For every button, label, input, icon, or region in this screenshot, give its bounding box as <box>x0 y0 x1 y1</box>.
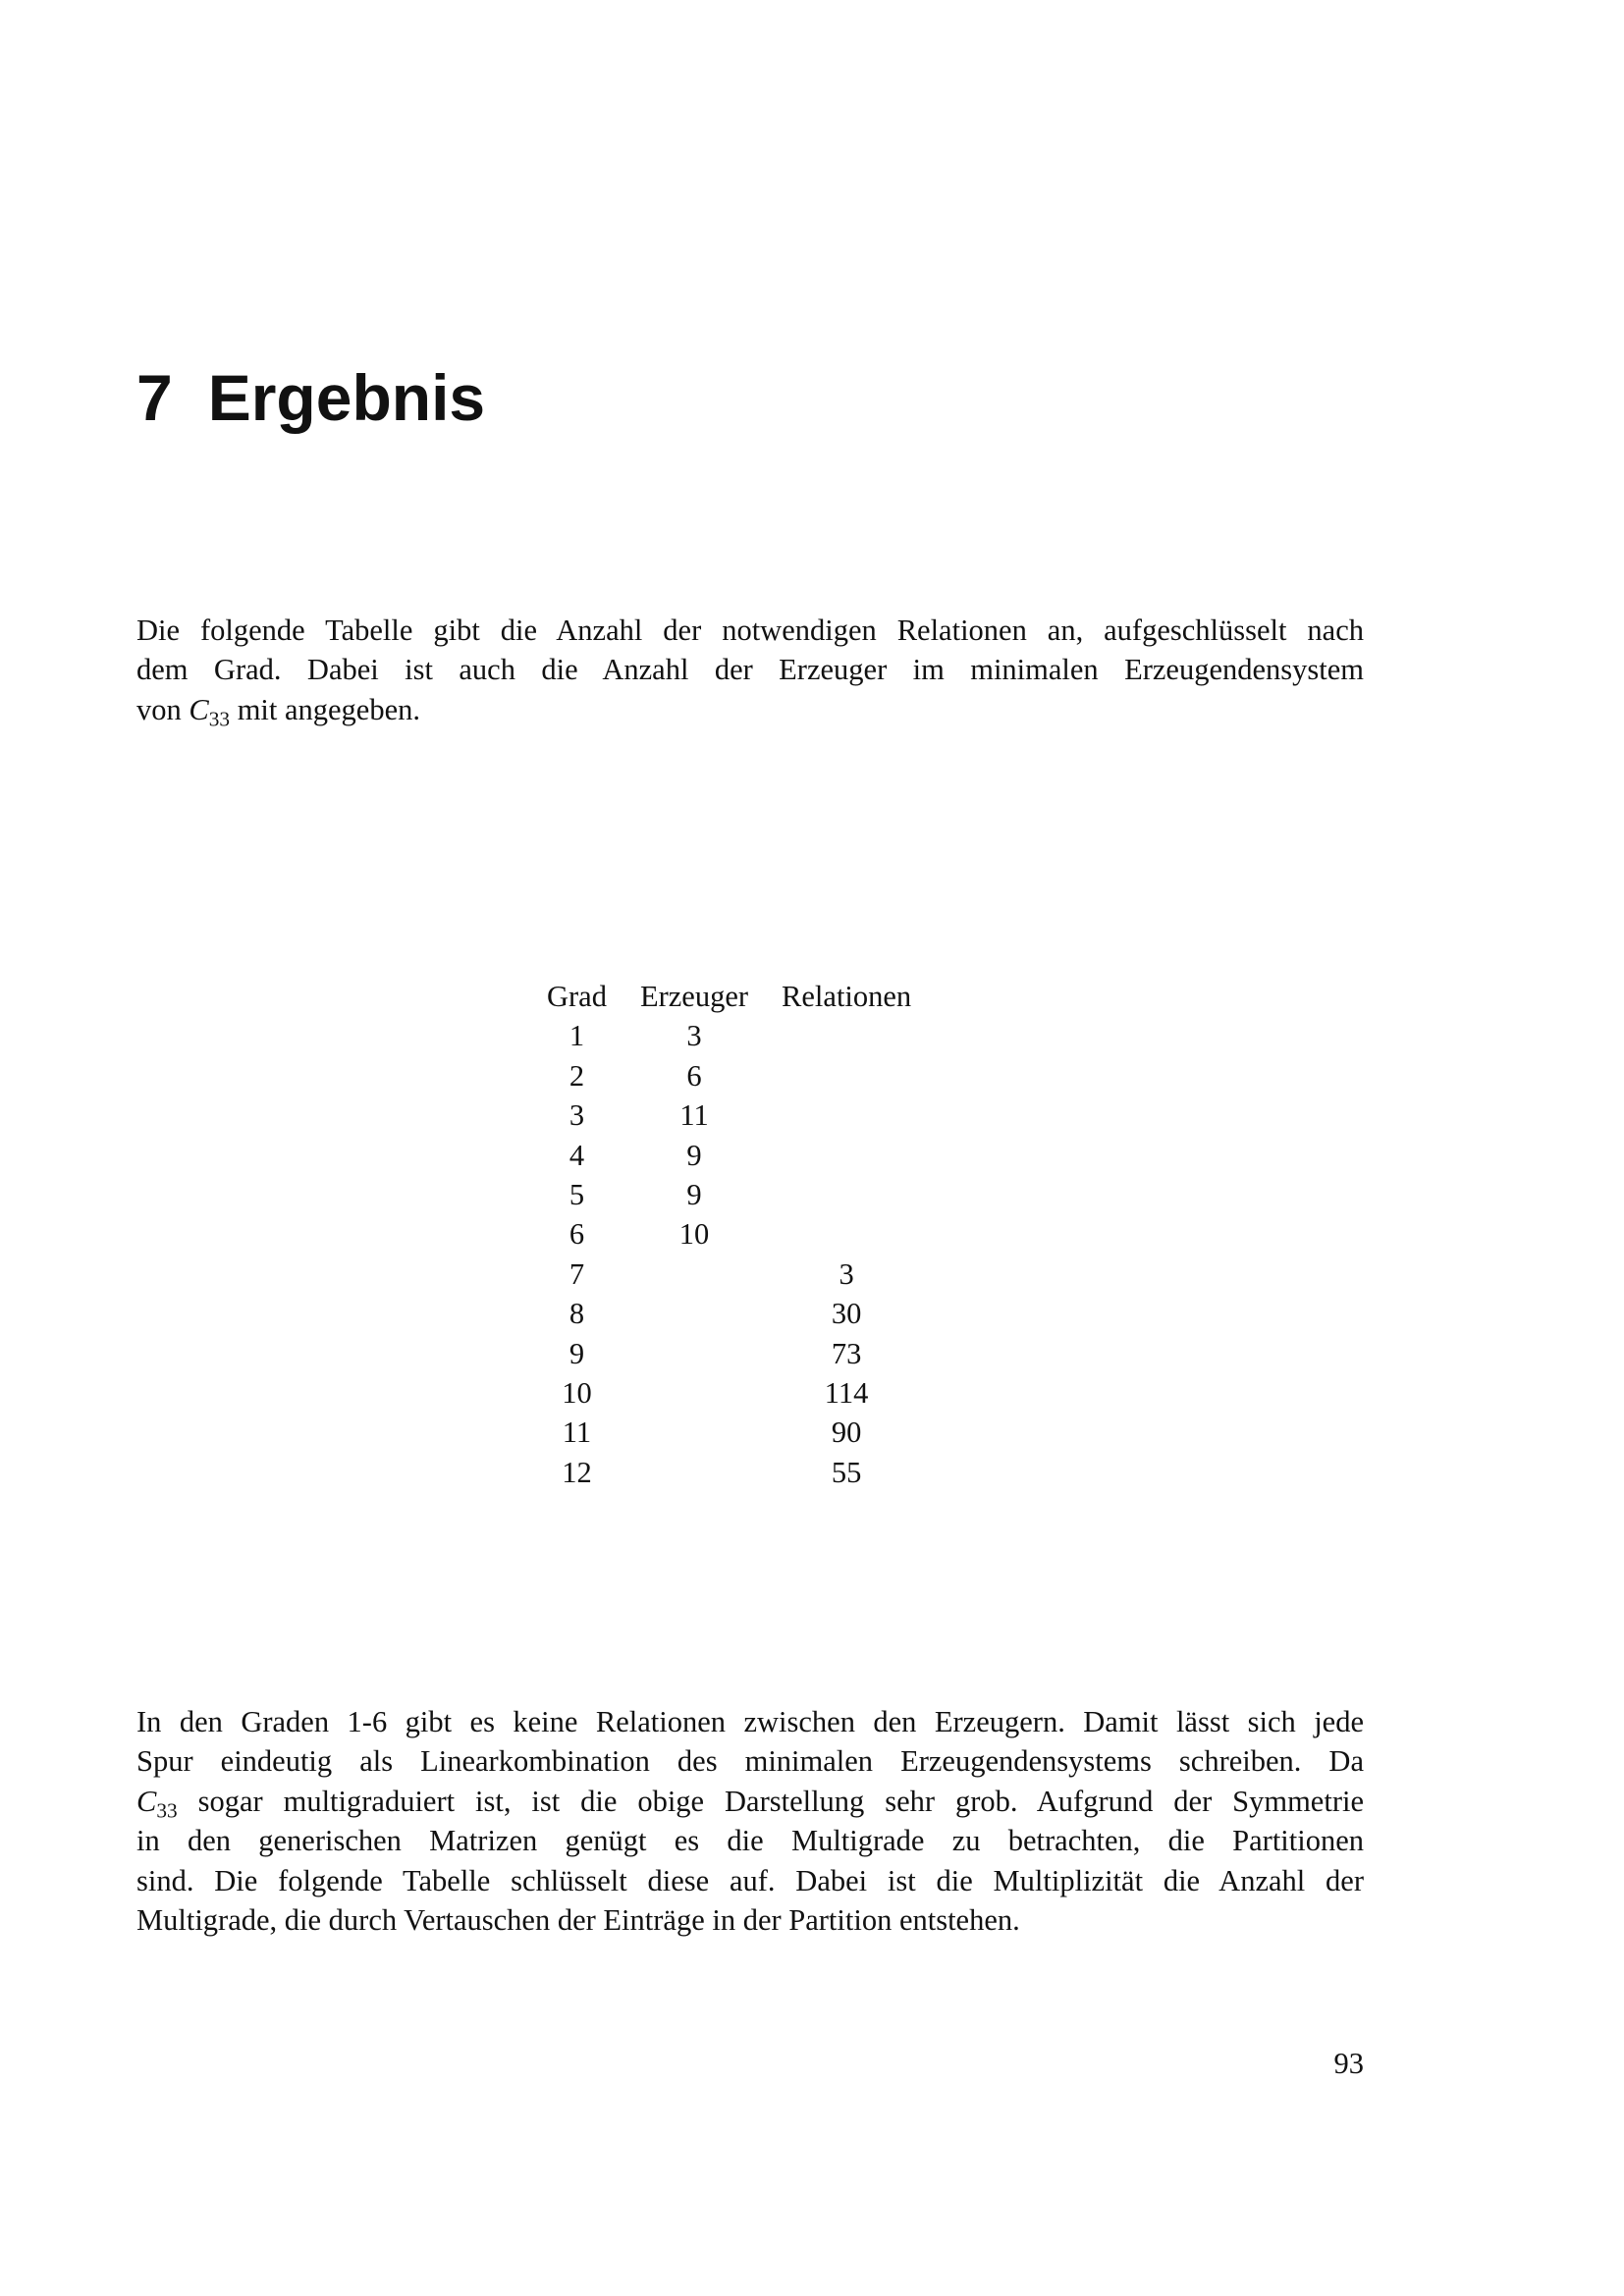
cell-erzeuger <box>623 1255 765 1294</box>
cell-grad: 2 <box>568 1058 585 1093</box>
cell-grad: 6 <box>568 1217 585 1252</box>
cell-erzeuger <box>623 1373 765 1413</box>
conclusion-line-5: sind. Die folgende Tabelle schlüsselt diese auf. Dabei ist die Multiplizität die Anzahl der <box>136 1863 1364 1897</box>
header-erzeuger: Erzeuger <box>639 980 749 1013</box>
chapter-title: Ergebnis <box>207 361 486 434</box>
math-symbol: C <box>136 1784 157 1818</box>
cell-relationen: 90 <box>831 1415 862 1450</box>
chapter-heading <box>136 361 486 434</box>
cell-relationen <box>765 1136 928 1175</box>
conclusion-line-3 <box>136 1782 1364 1821</box>
cell-grad: 3 <box>568 1098 585 1133</box>
cell-erzeuger: 9 <box>686 1178 702 1212</box>
table-header-row <box>530 977 928 1016</box>
cell-erzeuger: 10 <box>678 1217 710 1252</box>
intro-line-3-start: von <box>136 692 189 726</box>
cell-relationen <box>765 1214 928 1254</box>
math-symbol-c33 <box>189 692 231 731</box>
table-row <box>530 1056 928 1095</box>
cell-grad: 12 <box>562 1455 592 1489</box>
cell-erzeuger <box>623 1413 765 1452</box>
conclusion-line-1: In den Graden 1-6 gibt es keine Relationen zwischen den Erzeugern. Damit lässt sich jede <box>136 1705 1364 1738</box>
cell-grad: 8 <box>568 1297 585 1331</box>
cell-relationen: 30 <box>831 1297 862 1331</box>
table-row <box>530 1373 928 1413</box>
header-relationen: Relationen <box>782 980 912 1013</box>
table-row <box>530 1095 928 1135</box>
table-row <box>530 1214 928 1254</box>
cell-relationen: 3 <box>839 1256 854 1291</box>
cell-relationen <box>765 1095 928 1135</box>
table-row <box>530 1453 928 1492</box>
conclusion-line-6: Multigrade, die durch Vertauschen der Einträge in der Partition entstehen. <box>136 1903 1020 1938</box>
cell-erzeuger: 9 <box>686 1138 702 1172</box>
conclusion-paragraph <box>136 1702 1364 1940</box>
intro-line-1: Die folgende Tabelle gibt die Anzahl der notwendigen Relationen an, aufgeschlüsselt nach <box>136 614 1364 647</box>
cell-relationen: 73 <box>831 1336 862 1370</box>
header-grad: Grad <box>547 980 607 1013</box>
cell-relationen <box>765 1175 928 1214</box>
cell-erzeuger <box>623 1294 765 1333</box>
intro-paragraph <box>136 611 1364 729</box>
table-row <box>530 1413 928 1452</box>
cell-grad: 7 <box>568 1256 585 1291</box>
cell-grad: 9 <box>568 1336 585 1370</box>
cell-erzeuger: 11 <box>679 1098 709 1133</box>
chapter-number: 7 <box>136 361 173 434</box>
conclusion-line-3-text: sogar multigraduiert ist, ist die obige Darstellung sehr grob. Aufgrund der Symmetrie <box>177 1784 1364 1818</box>
cell-grad: 11 <box>562 1415 592 1450</box>
math-subscript: 33 <box>156 1798 178 1823</box>
math-symbol: C <box>189 692 209 726</box>
page-number: 93 <box>1333 2047 1364 2080</box>
cell-erzeuger: 6 <box>686 1058 702 1093</box>
table-row <box>530 1136 928 1175</box>
table-row <box>530 1016 928 1055</box>
cell-relationen: 55 <box>831 1455 862 1489</box>
intro-line-3 <box>136 690 1364 729</box>
conclusion-line-4: in den generischen Matrizen genügt es die Multigrade zu betrachten, die Partitionen <box>136 1824 1364 1858</box>
table-row <box>530 1334 928 1373</box>
cell-erzeuger <box>623 1334 765 1373</box>
cell-grad: 10 <box>562 1376 592 1411</box>
table-row <box>530 1175 928 1214</box>
cell-erzeuger: 3 <box>686 1019 702 1053</box>
cell-grad: 5 <box>568 1178 585 1212</box>
table-body <box>530 1016 928 1492</box>
cell-erzeuger <box>623 1453 765 1492</box>
math-symbol-c33 <box>136 1784 178 1823</box>
intro-line-2: dem Grad. Dabei ist auch die Anzahl der Erzeuger im minimalen Erzeugendensystem <box>136 653 1364 687</box>
math-subscript: 33 <box>208 707 231 731</box>
table-row <box>530 1294 928 1333</box>
cell-relationen <box>765 1016 928 1055</box>
cell-relationen: 114 <box>824 1376 869 1411</box>
cell-relationen <box>765 1056 928 1095</box>
cell-grad: 1 <box>568 1019 585 1053</box>
table-row <box>530 1255 928 1294</box>
degree-table <box>530 977 928 1492</box>
conclusion-line-2: Spur eindeutig als Linearkombination des minimalen Erzeugendensystems schreiben. Da <box>136 1744 1364 1779</box>
cell-grad: 4 <box>568 1138 585 1172</box>
intro-line-3-end: mit angegeben. <box>230 692 421 726</box>
